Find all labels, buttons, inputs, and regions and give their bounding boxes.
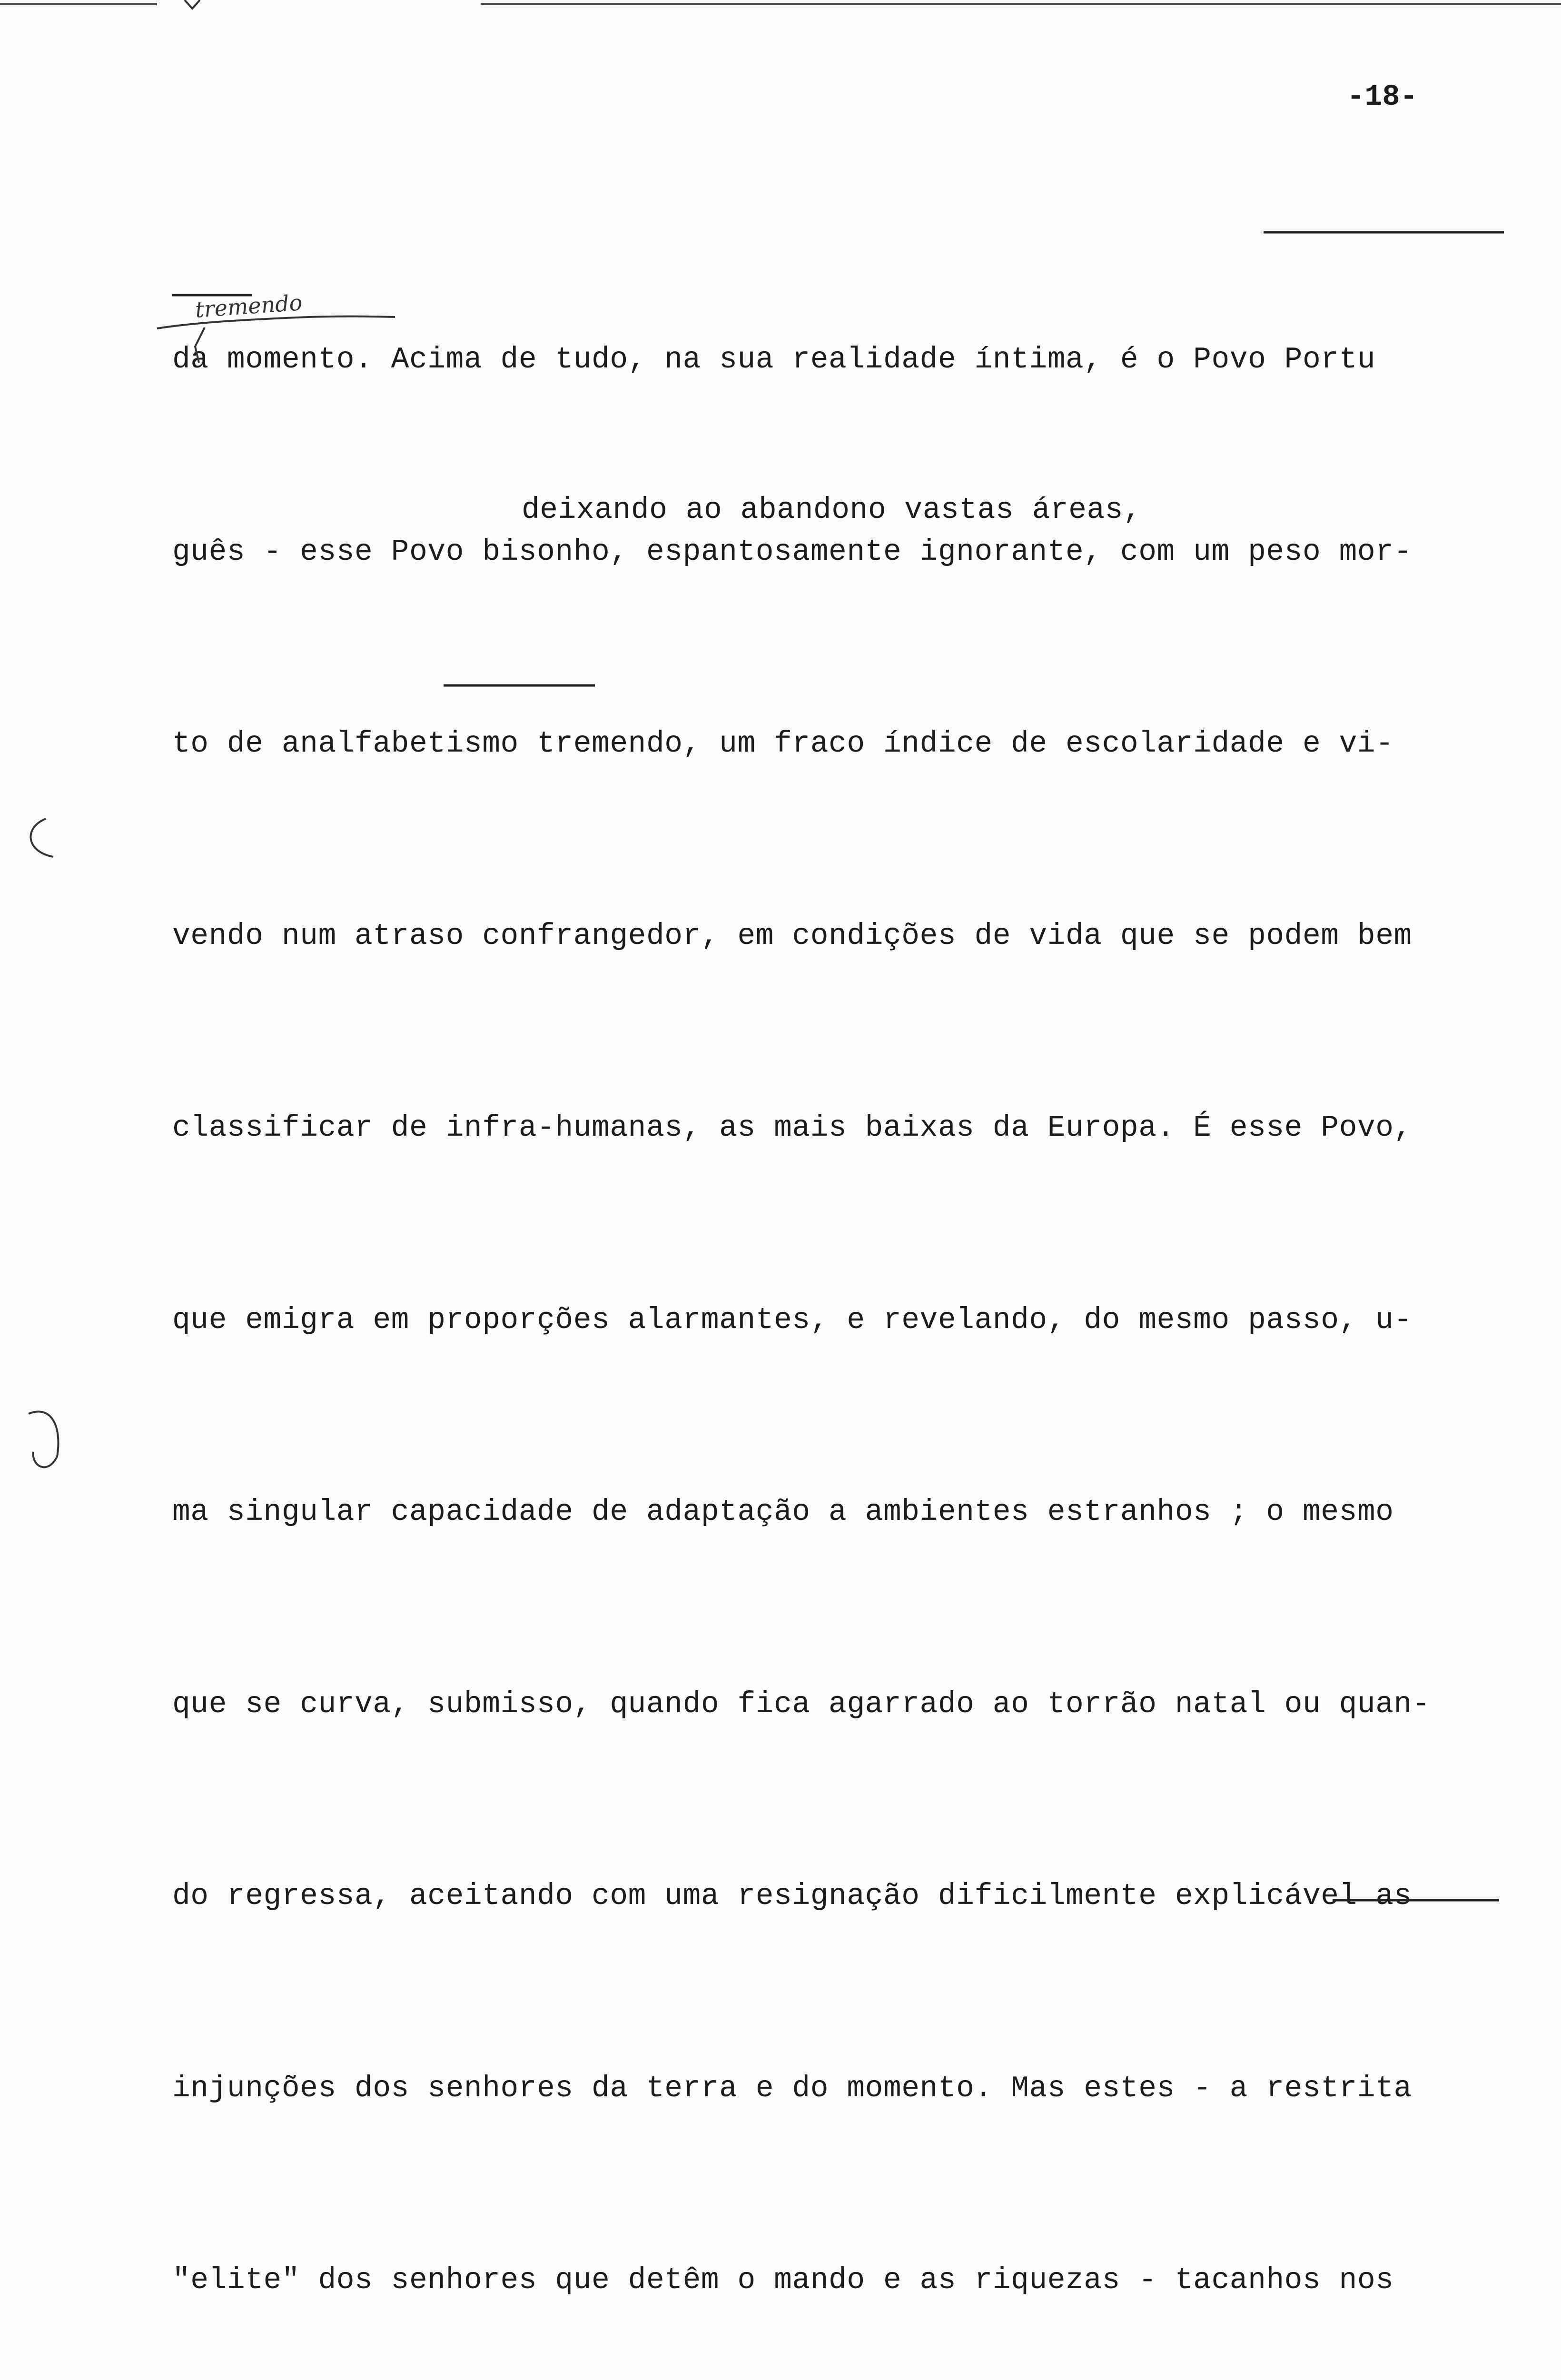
margin-mark-lower xyxy=(29,1412,59,1468)
top-corner-mark xyxy=(185,0,200,9)
wavy-strike-line xyxy=(157,317,395,328)
margin-mark-upper xyxy=(30,819,53,857)
text-line: da momento. Acima de tudo, na sua realidade íntima, é o Povo Portu xyxy=(172,343,1376,377)
text-line: que emigra em proporções alarmantes, e revelando, do mesmo passo, u- xyxy=(172,1303,1412,1337)
text-line: guês - esse Povo bisonho, espantosamente ignorante, com um peso mor- xyxy=(172,535,1412,569)
text-line: "elite" dos senhores que detêm o mando e as riquezas - tacanhos nos xyxy=(172,2263,1394,2297)
text-line: vendo num atraso confrangedor, em condições de vida que se podem bem xyxy=(172,919,1412,953)
text-line: injunções dos senhores da terra e do momento. Mas estes - a restrita xyxy=(172,2071,1412,2105)
handwritten-correction: tremendo xyxy=(194,289,303,323)
text-line: do regressa, aceitando com uma resignação dificilmente explicável as xyxy=(172,1879,1412,1913)
text-line: que se curva, submisso, quando fica agarrado ao torrão natal ou quan- xyxy=(172,1687,1431,1721)
text-line: to de analfabetismo tremendo, um fraco índice de escolaridade e vi- xyxy=(172,727,1394,761)
text-line: ma singular capacidade de adaptação a ambientes estranhos ; o mesmo xyxy=(172,1495,1394,1529)
page-number: -18- xyxy=(1347,80,1418,114)
typed-insertion: deixando ao abandono vastas áreas, xyxy=(522,493,1142,527)
insertion-caret xyxy=(195,327,205,363)
text-line: classificar de infra-humanas, as mais baixas da Europa. É esse Povo, xyxy=(172,1111,1412,1145)
